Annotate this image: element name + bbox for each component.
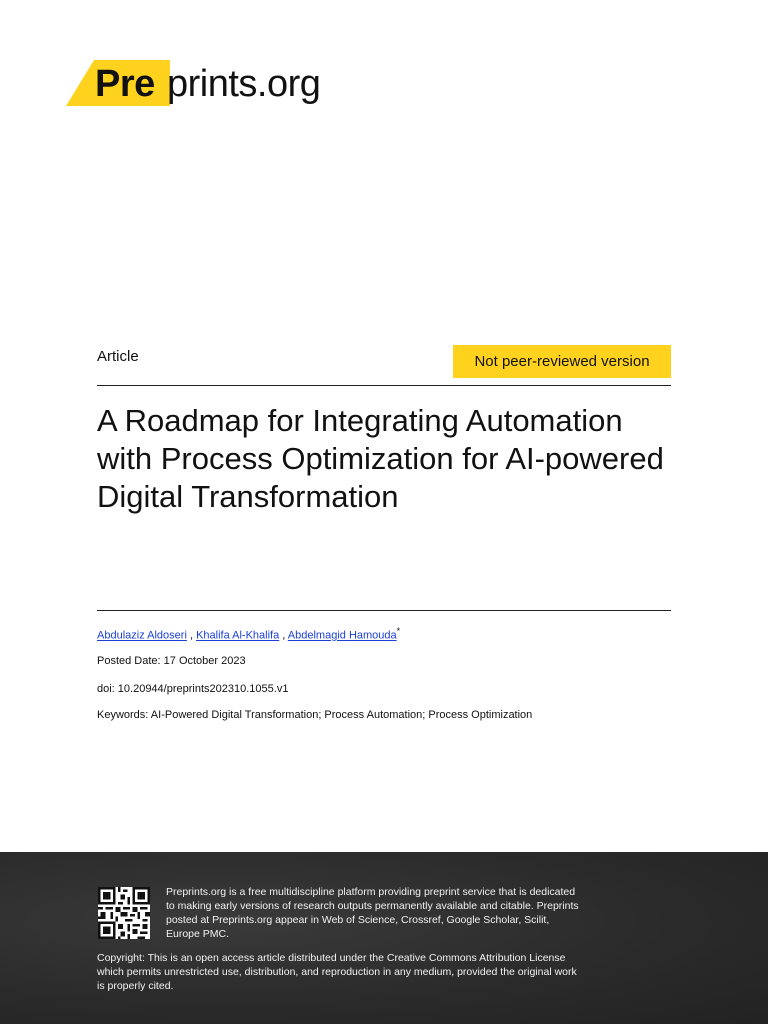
corresponding-author-mark: * <box>396 626 401 636</box>
logo-text-rest: prints.org <box>167 63 321 105</box>
author-link[interactable]: Abdulaziz Aldoseri <box>97 629 187 642</box>
not-peer-reviewed-badge: Not peer-reviewed version <box>453 345 671 378</box>
author-list: Abdulaziz Aldoseri , Khalifa Al-Khalifa , Abdelmagid Hamouda* <box>97 626 401 642</box>
qr-code-icon[interactable] <box>97 887 151 939</box>
platform-description: Preprints.org is a free multidiscipline platform providing preprint service that is dedicated to making early versions of research outputs permanently available and citable. Preprints posted at Preprints.org appear in Web of Science, Crossref, Google Scholar, Scilit, Europe PMC. <box>166 886 579 940</box>
posted-date: Posted Date: 17 October 2023 <box>97 655 246 667</box>
doi[interactable]: doi: 10.20944/preprints202310.1055.v1 <box>97 683 289 695</box>
logo-text-pre: Pre <box>95 63 155 105</box>
preprints-logo[interactable] <box>66 60 366 108</box>
author-link[interactable]: Abdelmagid Hamouda <box>287 629 397 642</box>
author-link[interactable]: Khalifa Al-Khalifa <box>196 629 280 642</box>
title-divider <box>97 610 671 611</box>
copyright-notice: Copyright: This is an open access article distributed under the Creative Commons Attribution License which permits unrestricted use, distribution, and reproduction in any medium, provided the original work is properly cited. <box>97 952 577 992</box>
article-title: A Roadmap for Integrating Automation with Process Optimization for AI-powered Digital Transformation <box>97 403 664 514</box>
article-type: Article <box>97 348 139 365</box>
keywords: Keywords: AI-Powered Digital Transformation; Process Automation; Process Optimization <box>97 709 533 721</box>
header-divider <box>97 385 671 386</box>
footer <box>0 852 768 1024</box>
